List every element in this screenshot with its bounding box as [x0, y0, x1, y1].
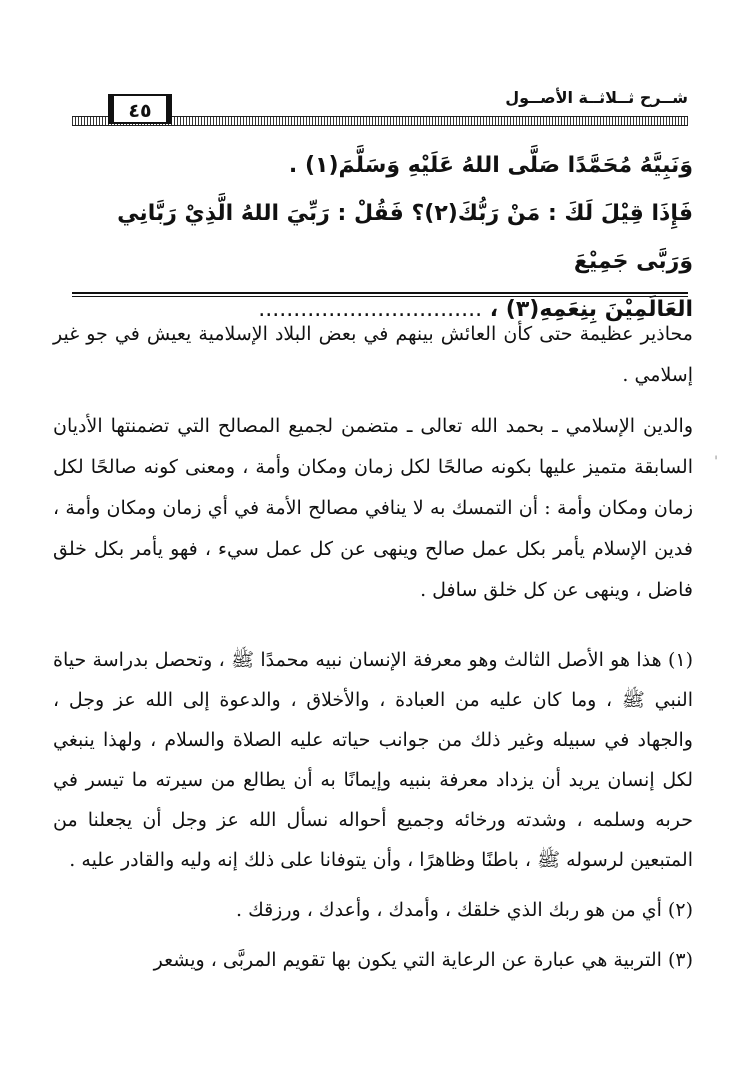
margin-mark: '	[714, 454, 718, 470]
commentary-text	[53, 314, 693, 621]
matn-text	[53, 142, 693, 334]
footnotes	[53, 640, 693, 990]
section-divider	[72, 292, 688, 297]
matn-line: فَإِذَا قِيْلَ لَكَ : مَنْ رَبُّكَ(٢)؟ فَقُلْ : رَبِّيَ اللهُ الَّذِيْ رَبَّانِي وَرَبَّى جَمِيْعَ	[117, 201, 693, 274]
matn-line-text: العَالَمِيْنَ بِنِعَمِهِ(٣) ،	[489, 297, 693, 322]
dot-leader: ................................	[258, 297, 483, 322]
footnote: (٣) التربية هي عبارة عن الرعاية التي يكون بها تقويم المربَّى ، ويشعر	[153, 949, 693, 971]
running-title: شــرح ثــلاثــة الأصــول	[505, 88, 688, 107]
matn-line: وَنَبِيَّهُ مُحَمَّدًا صَلَّى اللهُ عَلَيْهِ وَسَلَّمَ(١) .	[288, 153, 693, 178]
footnote: (٢) أي من هو ربك الذي خلقك ، وأمدك ، وأعدك ، ورزقك .	[236, 899, 693, 921]
page-number: ٤٥	[108, 94, 172, 124]
paragraph: والدين الإسلامي ـ بحمد الله تعالى ـ متضمن لجميع المصالح التي تضمنتها الأديان السابقة متميز عليها بكونه صالحًا لكل زمان ومكان وأمة ، ومعنى كونه صالحًا لكل زمان ومكان وأمة : أن التمسك به لا ينافي مصالح الأمة في أي زمان ومكان وأمة ، فدين الإسلام يأمر بكل عمل صالح وينهى عن كل عمل سيء ، فهو يأمر بكل خلق فاضل ، وينهى عن كل خلق سافل .	[53, 415, 693, 601]
paragraph: محاذير عظيمة حتى كأن العائش بينهم في بعض البلاد الإسلامية يعيش في جو غير إسلامي .	[53, 323, 693, 386]
page-header	[72, 78, 688, 128]
footnote: (١) هذا هو الأصل الثالث وهو معرفة الإنسان نبيه محمدًا ﷺ ، وتحصل بدراسة حياة النبي ﷺ ، وما كان عليه من العبادة ، والأخلاق ، والدعوة إلى الله عز وجل ، والجهاد في سبيله وغير ذلك من جوانب حياته عليه الصلاة والسلام ، ولهذا ينبغي لكل إنسان يريد أن يزداد معرفة بنبيه وإيمانًا به أن يطالع من سيرته ما تيسر في حربه وسلمه ، وشدته ورخائه وجميع أحواله نسأل الله عز وجل أن يجعلنا من المتبعين لرسوله ﷺ ، باطنًا وظاهرًا ، وأن يتوفانا على ذلك إنه وليه والقادر عليه .	[53, 649, 693, 871]
